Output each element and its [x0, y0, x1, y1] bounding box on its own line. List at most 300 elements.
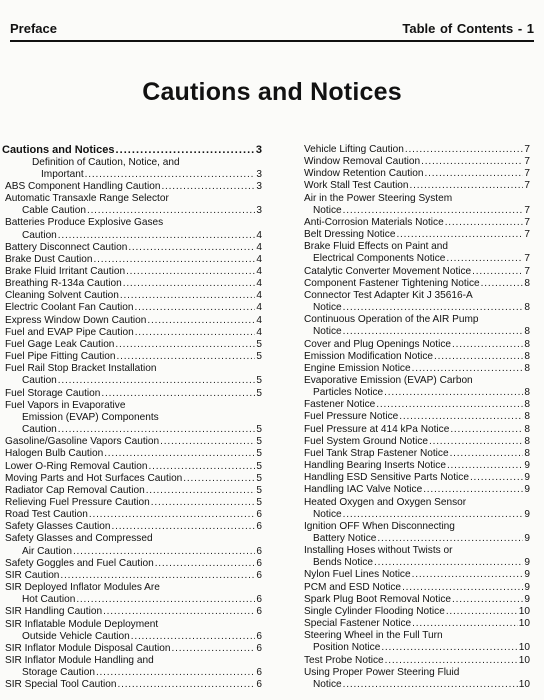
toc-entry[interactable] — [2, 327, 262, 339]
toc-entry-text: Work Stall Test Caution — [304, 180, 409, 192]
toc-entry-text: Electric Coolant Fan Caution — [5, 302, 134, 314]
toc-entry[interactable] — [2, 144, 262, 157]
toc-entry-text: SIR Special Tool Caution — [5, 679, 117, 691]
toc-entry[interactable] — [300, 156, 530, 168]
dot-leader — [58, 375, 256, 387]
toc-entry[interactable] — [2, 461, 262, 473]
toc-entry-text: Heated Oxygen and Oxygen Sensor — [304, 496, 467, 508]
dot-leader — [425, 168, 524, 180]
toc-entry-text: Cable Caution — [22, 205, 86, 217]
toc-page-number: 8 — [524, 350, 530, 362]
toc-entry-text: Evaporative Emission (EVAP) Carbon — [304, 374, 473, 386]
dot-leader — [472, 266, 523, 278]
toc-entry[interactable] — [300, 278, 530, 290]
toc-page-number: 4 — [256, 266, 262, 277]
toc-page-number: 5 — [256, 351, 262, 363]
toc-entry-text: Battery Disconnect Caution — [5, 241, 128, 253]
toc-entry[interactable] — [300, 180, 530, 192]
toc-entry-text: Using Proper Power Steering Fluid — [304, 666, 460, 678]
toc-page-number: 5 — [256, 424, 262, 436]
toc-page-number: 7 — [524, 144, 530, 155]
toc-page-number: 9 — [524, 484, 530, 496]
toc-page-number: 8 — [524, 387, 530, 399]
toc-entry-text: Moving Parts and Hot Surfaces Caution — [5, 472, 183, 484]
dot-leader — [410, 180, 524, 192]
toc-entry-text: Engine Emission Notice — [304, 362, 411, 374]
dot-leader — [470, 472, 523, 484]
toc-entry[interactable] — [2, 157, 262, 181]
toc-page-number: 9 — [524, 472, 530, 484]
toc-page-number: 6 — [256, 679, 262, 691]
toc-page-number: 4 — [256, 241, 262, 253]
toc-page-number: 7 — [524, 156, 530, 168]
dot-leader — [73, 546, 255, 558]
toc-entry[interactable] — [300, 363, 530, 375]
dot-leader — [115, 339, 255, 351]
toc-page-number: 5 — [256, 484, 262, 496]
toc-entry[interactable] — [2, 655, 262, 679]
dot-leader — [85, 169, 256, 181]
toc-entry-text: Brake Fluid Effects on Paint and — [304, 241, 449, 253]
toc-entry-text: PCM and ESD Notice — [304, 581, 402, 593]
dot-leader — [421, 156, 523, 168]
toc-entry[interactable] — [300, 436, 530, 448]
dot-leader — [117, 679, 255, 691]
toc-entry-text: Fuel Rail Stop Bracket Installation — [5, 363, 157, 375]
toc-entry-text: Anti-Corrosion Materials Notice — [304, 216, 444, 228]
toc-page-number: 10 — [518, 678, 530, 690]
toc-entry-text: SIR Inflator Module Disposal Caution — [5, 642, 171, 654]
toc-entry[interactable] — [2, 181, 262, 193]
toc-entry-text: Notice — [313, 508, 342, 520]
dot-leader — [128, 242, 255, 254]
toc-entry[interactable] — [300, 399, 530, 411]
dot-leader — [343, 679, 518, 691]
toc-page-number: 10 — [518, 605, 530, 617]
toc-entry[interactable] — [300, 266, 530, 278]
toc-entry-text: Caution — [22, 375, 57, 387]
toc-entry[interactable] — [2, 266, 262, 278]
toc-page-number: 6 — [256, 594, 262, 606]
toc-page-number: 4 — [256, 290, 262, 302]
toc-entry[interactable] — [300, 144, 530, 156]
toc-entry-text: Test Probe Notice — [304, 654, 384, 666]
dot-leader — [343, 509, 524, 521]
toc-entry-text: Ignition OFF When Disconnecting — [304, 520, 455, 532]
page-title: Cautions and Notices — [142, 78, 402, 106]
toc-page-number: 8 — [524, 362, 530, 374]
dot-leader — [405, 144, 523, 156]
toc-entry[interactable] — [2, 497, 262, 509]
dot-leader — [94, 254, 256, 266]
toc-entry[interactable] — [300, 618, 530, 630]
dot-leader — [58, 424, 256, 436]
toc-entry[interactable] — [300, 168, 530, 180]
toc-entry-text: Cover and Plug Openings Notice — [304, 338, 452, 350]
toc-page-number: 5 — [256, 460, 262, 472]
dot-leader — [450, 424, 523, 436]
toc-entry-text: Vehicle Lifting Caution — [304, 144, 404, 155]
toc-entry-text: Component Fastener Tightening Notice — [304, 277, 480, 289]
toc-entry-text: Relieving Fuel Pressure Caution — [5, 496, 150, 508]
toc-entry-text: Safety Goggles and Fuel Caution — [5, 557, 154, 569]
toc-entry[interactable] — [300, 472, 530, 484]
dot-leader — [412, 363, 524, 375]
toc-page-number: 6 — [256, 630, 262, 642]
toc-page-number: 10 — [518, 618, 530, 630]
toc-entry[interactable] — [300, 667, 530, 691]
dot-leader — [147, 315, 255, 327]
toc-page-number: 10 — [518, 654, 530, 666]
toc-entry-text: Fuel Tank Strap Fastener Notice — [304, 447, 449, 459]
toc-page-number: 8 — [524, 435, 530, 447]
toc-entry[interactable] — [300, 375, 530, 399]
toc-entry-text: Steering Wheel in the Full Turn — [304, 630, 443, 642]
toc-entry[interactable] — [300, 521, 530, 545]
toc-page-number: 9 — [524, 533, 530, 544]
toc-entry-text: Continuous Operation of the AIR Pump — [304, 314, 479, 326]
header-section-name: Preface — [10, 21, 57, 36]
toc-entry-text: Safety Glasses Caution — [5, 521, 111, 533]
toc-entry[interactable] — [2, 388, 262, 400]
toc-entry-text: SIR Caution — [5, 569, 60, 581]
toc-entry-text: Bends Notice — [313, 557, 374, 569]
dot-leader — [151, 497, 256, 509]
toc-page-number: 9 — [524, 593, 530, 605]
toc-entry-text: Brake Fluid Irritant Caution — [5, 266, 126, 277]
dot-leader — [146, 485, 256, 497]
dot-leader — [429, 436, 523, 448]
toc-entry[interactable] — [2, 436, 262, 448]
toc-entry-text: Halogen Bulb Caution — [5, 448, 104, 460]
toc-entry-text: Spark Plug Boot Removal Notice — [304, 593, 451, 605]
toc-entry-text: Notice — [313, 678, 342, 690]
dot-leader — [135, 327, 256, 339]
toc-page-number: 7 — [524, 216, 530, 228]
toc-entry[interactable] — [300, 655, 530, 667]
toc-entry[interactable] — [300, 569, 530, 581]
toc-entry[interactable] — [300, 594, 530, 606]
toc-entry[interactable] — [300, 484, 530, 496]
toc-page-number: 9 — [524, 569, 530, 581]
dot-leader — [89, 509, 256, 521]
toc-entry-text: Definition of Caution, Notice, and — [32, 156, 180, 168]
toc-page-number: 6 — [256, 545, 262, 557]
toc-page-number: 8 — [524, 399, 530, 411]
toc-entry-text: Fuel Gage Leak Caution — [5, 338, 115, 350]
dot-leader — [423, 484, 523, 496]
toc-page-number: 6 — [256, 557, 262, 569]
toc-entry[interactable] — [300, 630, 530, 654]
toc-page-number: 10 — [518, 642, 530, 654]
toc-entry-text: Safety Glasses and Compressed — [5, 533, 153, 545]
toc-entry[interactable] — [300, 545, 530, 569]
toc-entry-text: Connector Test Adapter Kit J 35616-A — [304, 289, 473, 301]
dot-leader — [126, 266, 255, 278]
toc-page-number: 3 — [256, 168, 262, 180]
toc-entry-text: Fastener Notice — [304, 399, 376, 411]
toc-entry[interactable] — [300, 241, 530, 265]
dot-leader — [87, 205, 255, 217]
dot-leader — [343, 326, 524, 338]
toc-page-number: 6 — [256, 642, 262, 654]
toc-page-number: 7 — [524, 229, 530, 241]
toc-entry[interactable] — [2, 217, 262, 241]
dot-leader — [160, 436, 255, 448]
toc-page-number: 4 — [256, 253, 262, 265]
toc-entry[interactable] — [2, 242, 262, 254]
toc-entry[interactable] — [2, 619, 262, 643]
toc-entry-text: Radiator Cap Removal Caution — [5, 484, 145, 496]
toc-entry[interactable] — [2, 473, 262, 485]
toc-entry[interactable] — [300, 448, 530, 460]
dot-leader — [412, 569, 524, 581]
dot-leader — [402, 582, 523, 594]
toc-page-number: 8 — [524, 302, 530, 314]
toc-page-number: 5 — [256, 448, 262, 460]
toc-entry-text: Notice — [313, 204, 342, 216]
toc-page-number: 5 — [256, 375, 262, 387]
toc-page-number: 5 — [256, 387, 262, 399]
toc-entry[interactable] — [2, 521, 262, 533]
toc-entry[interactable] — [300, 424, 530, 436]
toc-entry-text: Storage Caution — [22, 667, 95, 679]
toc-entry-text: Important — [41, 168, 84, 180]
toc-page-number: 4 — [256, 278, 262, 290]
toc-entry-text: Air in the Power Steering System — [304, 192, 453, 204]
toc-entry-text: Express Window Down Caution — [5, 314, 147, 326]
dot-leader — [117, 351, 256, 363]
toc-page-number: 7 — [524, 168, 530, 180]
toc-page-number: 9 — [524, 557, 530, 569]
toc-entry-text: Fuel Storage Caution — [5, 387, 101, 399]
toc-entry[interactable] — [2, 448, 262, 460]
toc-entry-text: Emission (EVAP) Components — [22, 411, 159, 423]
toc-page-number: 6 — [256, 606, 262, 618]
dot-leader — [452, 594, 523, 606]
toc-entry-text: Automatic Transaxle Range Selector — [5, 193, 169, 205]
toc-entry-text: Emission Modification Notice — [304, 350, 434, 362]
toc-entry-text: Brake Dust Caution — [5, 253, 93, 265]
toc-entry-text: Fuel Vapors in Evaporative — [5, 399, 126, 411]
toc-entry[interactable] — [2, 643, 262, 655]
toc-left-column — [2, 144, 262, 691]
toc-entry-text: Installing Hoses without Twists or — [304, 545, 453, 557]
toc-entry[interactable] — [300, 460, 530, 472]
toc-page-number: 3 — [255, 144, 262, 156]
dot-leader — [104, 448, 255, 460]
toc-entry[interactable] — [2, 400, 262, 436]
toc-entry[interactable] — [2, 582, 262, 606]
dot-leader — [412, 618, 518, 630]
toc-entry-text: Fuel Pipe Fitting Caution — [5, 351, 116, 363]
toc-right-column — [300, 144, 530, 691]
dot-leader — [161, 181, 255, 193]
toc-entry-text: Fuel Pressure at 414 kPa Notice — [304, 423, 450, 435]
toc-page-number: 9 — [524, 581, 530, 593]
toc-entry[interactable] — [300, 290, 530, 314]
toc-page-number: 6 — [256, 569, 262, 581]
toc-entry[interactable] — [2, 485, 262, 497]
toc-entry-text: Hot Caution — [22, 594, 76, 606]
toc-page-number: 5 — [256, 436, 262, 448]
toc-entry-text: Cautions and Notices — [2, 144, 115, 156]
toc-entry-text: SIR Inflatable Module Deployment — [5, 618, 159, 630]
dot-leader — [385, 655, 518, 667]
toc-entry-text: SIR Deployed Inflator Modules Are — [5, 582, 160, 594]
toc-page-number: 8 — [524, 277, 530, 289]
toc-entry[interactable] — [2, 254, 262, 266]
toc-entry[interactable] — [2, 363, 262, 387]
toc-entry-text: ABS Component Handling Caution — [5, 180, 161, 192]
toc-entry-text: Battery Notice — [313, 533, 377, 544]
toc-page-number: 8 — [524, 447, 530, 459]
toc-entry-text: Electrical Components Notice — [313, 253, 446, 265]
toc-page-number: 7 — [524, 180, 530, 192]
toc-entry[interactable] — [300, 339, 530, 351]
toc-page-number: 6 — [256, 667, 262, 679]
toc-entry[interactable] — [2, 351, 262, 363]
toc-entry[interactable] — [300, 217, 530, 229]
toc-page-number: 5 — [256, 472, 262, 484]
toc-entry[interactable] — [2, 606, 262, 618]
toc-entry[interactable] — [300, 229, 530, 241]
dot-leader — [58, 230, 256, 242]
toc-entry-text: Caution — [22, 229, 57, 241]
toc-entry-text: SIR Handling Caution — [5, 606, 103, 618]
toc-entry[interactable] — [2, 558, 262, 570]
toc-entry-text: Catalytic Converter Movement Notice — [304, 265, 472, 277]
toc-entry-text: Caution — [22, 424, 57, 436]
dot-leader — [381, 642, 517, 654]
dot-leader — [434, 351, 523, 363]
toc-page-number: 8 — [524, 326, 530, 338]
dot-leader — [481, 278, 524, 290]
dot-leader — [134, 302, 255, 314]
dot-leader — [446, 253, 523, 265]
dot-leader — [111, 521, 255, 533]
toc-page-number: 4 — [256, 314, 262, 326]
dot-leader — [399, 411, 523, 423]
toc-entry[interactable] — [2, 533, 262, 557]
dot-leader — [101, 388, 255, 400]
dot-leader — [447, 460, 523, 472]
toc-page-number: 3 — [256, 180, 262, 192]
toc-page-number: 7 — [524, 204, 530, 216]
toc-entry[interactable] — [2, 302, 262, 314]
toc-entry-text: Notice — [313, 302, 342, 314]
dot-leader — [377, 533, 523, 545]
toc-entry-text: Road Test Caution — [5, 509, 88, 521]
toc-entry[interactable] — [300, 497, 530, 521]
toc-page-number: 8 — [524, 411, 530, 423]
toc-entry[interactable] — [300, 582, 530, 594]
dot-leader — [131, 631, 256, 643]
toc-page-number: 6 — [256, 509, 262, 521]
toc-page-number: 5 — [256, 338, 262, 350]
toc-entry[interactable] — [2, 570, 262, 582]
dot-leader — [396, 229, 523, 241]
toc-entry[interactable] — [2, 509, 262, 521]
toc-entry[interactable] — [2, 315, 262, 327]
toc-page-number: 4 — [256, 326, 262, 338]
toc-entry[interactable] — [300, 411, 530, 423]
toc-page-number: 9 — [524, 460, 530, 472]
toc-entry-text: Batteries Produce Explosive Gases — [5, 217, 164, 229]
dot-leader — [452, 339, 523, 351]
toc-page-number: 9 — [524, 508, 530, 520]
toc-entry-text: SIR Inflator Module Handling and — [5, 655, 154, 666]
toc-entry-text: Single Cylinder Flooding Notice — [304, 605, 445, 617]
dot-leader — [445, 217, 524, 229]
toc-entry[interactable] — [300, 606, 530, 618]
toc-entry-text: Belt Dressing Notice — [304, 229, 396, 241]
toc-entry-text: Handling ESD Sensitive Parts Notice — [304, 472, 469, 484]
toc-entry-text: Window Removal Caution — [304, 156, 421, 168]
dot-leader — [384, 387, 523, 399]
toc-entry[interactable] — [2, 679, 262, 691]
dot-leader — [155, 558, 256, 570]
toc-entry-text: Nylon Fuel Lines Notice — [304, 569, 411, 581]
dot-leader — [376, 399, 523, 411]
dot-leader — [183, 473, 255, 485]
toc-page-number: 5 — [256, 496, 262, 508]
toc-page-number: 6 — [256, 521, 262, 533]
toc-entry-text: Breathing R-134a Caution — [5, 278, 122, 290]
toc-entry-text: Window Retention Caution — [304, 168, 424, 180]
toc-page-number: 7 — [524, 265, 530, 277]
dot-leader — [343, 302, 524, 314]
toc-page-number: 8 — [524, 423, 530, 435]
toc-entry-text: Gasoline/Gasoline Vapors Caution — [5, 436, 160, 448]
toc-entry-text: Outside Vehicle Caution — [22, 630, 130, 642]
toc-entry[interactable] — [300, 193, 530, 217]
header-toc-reference: Table of Contents - 1 — [402, 21, 534, 36]
dot-leader — [343, 205, 524, 217]
toc-entry[interactable] — [2, 193, 262, 217]
toc-entry-text: Cleaning Solvent Caution — [5, 290, 119, 302]
dot-leader — [374, 557, 523, 569]
toc-entry[interactable] — [300, 351, 530, 363]
dot-leader — [60, 570, 255, 582]
dot-leader — [76, 594, 255, 606]
dot-leader — [96, 667, 255, 679]
toc-page-number: 8 — [524, 338, 530, 350]
toc-entry-text: Notice — [313, 326, 342, 338]
toc-entry[interactable] — [2, 339, 262, 351]
toc-page-number: 7 — [524, 253, 530, 265]
dot-leader — [149, 461, 256, 473]
toc-entry[interactable] — [300, 314, 530, 338]
toc-entry-text: Fuel System Ground Notice — [304, 435, 428, 447]
toc-entry-text: Position Notice — [313, 642, 381, 654]
toc-entry-text: Air Caution — [22, 545, 72, 557]
toc-entry-text: Special Fastener Notice — [304, 618, 412, 630]
page-header — [10, 0, 534, 42]
dot-leader — [115, 144, 254, 157]
toc-page-number: 4 — [256, 302, 262, 314]
toc-entry[interactable] — [2, 290, 262, 302]
toc-entry[interactable] — [2, 278, 262, 290]
dot-leader — [103, 606, 255, 618]
dot-leader — [123, 278, 256, 290]
dot-leader — [120, 290, 255, 302]
dot-leader — [450, 448, 524, 460]
toc-page-number: 4 — [256, 229, 262, 241]
toc-page-number: 3 — [256, 205, 262, 217]
dot-leader — [172, 643, 256, 655]
toc-entry-text: Particles Notice — [313, 387, 384, 399]
